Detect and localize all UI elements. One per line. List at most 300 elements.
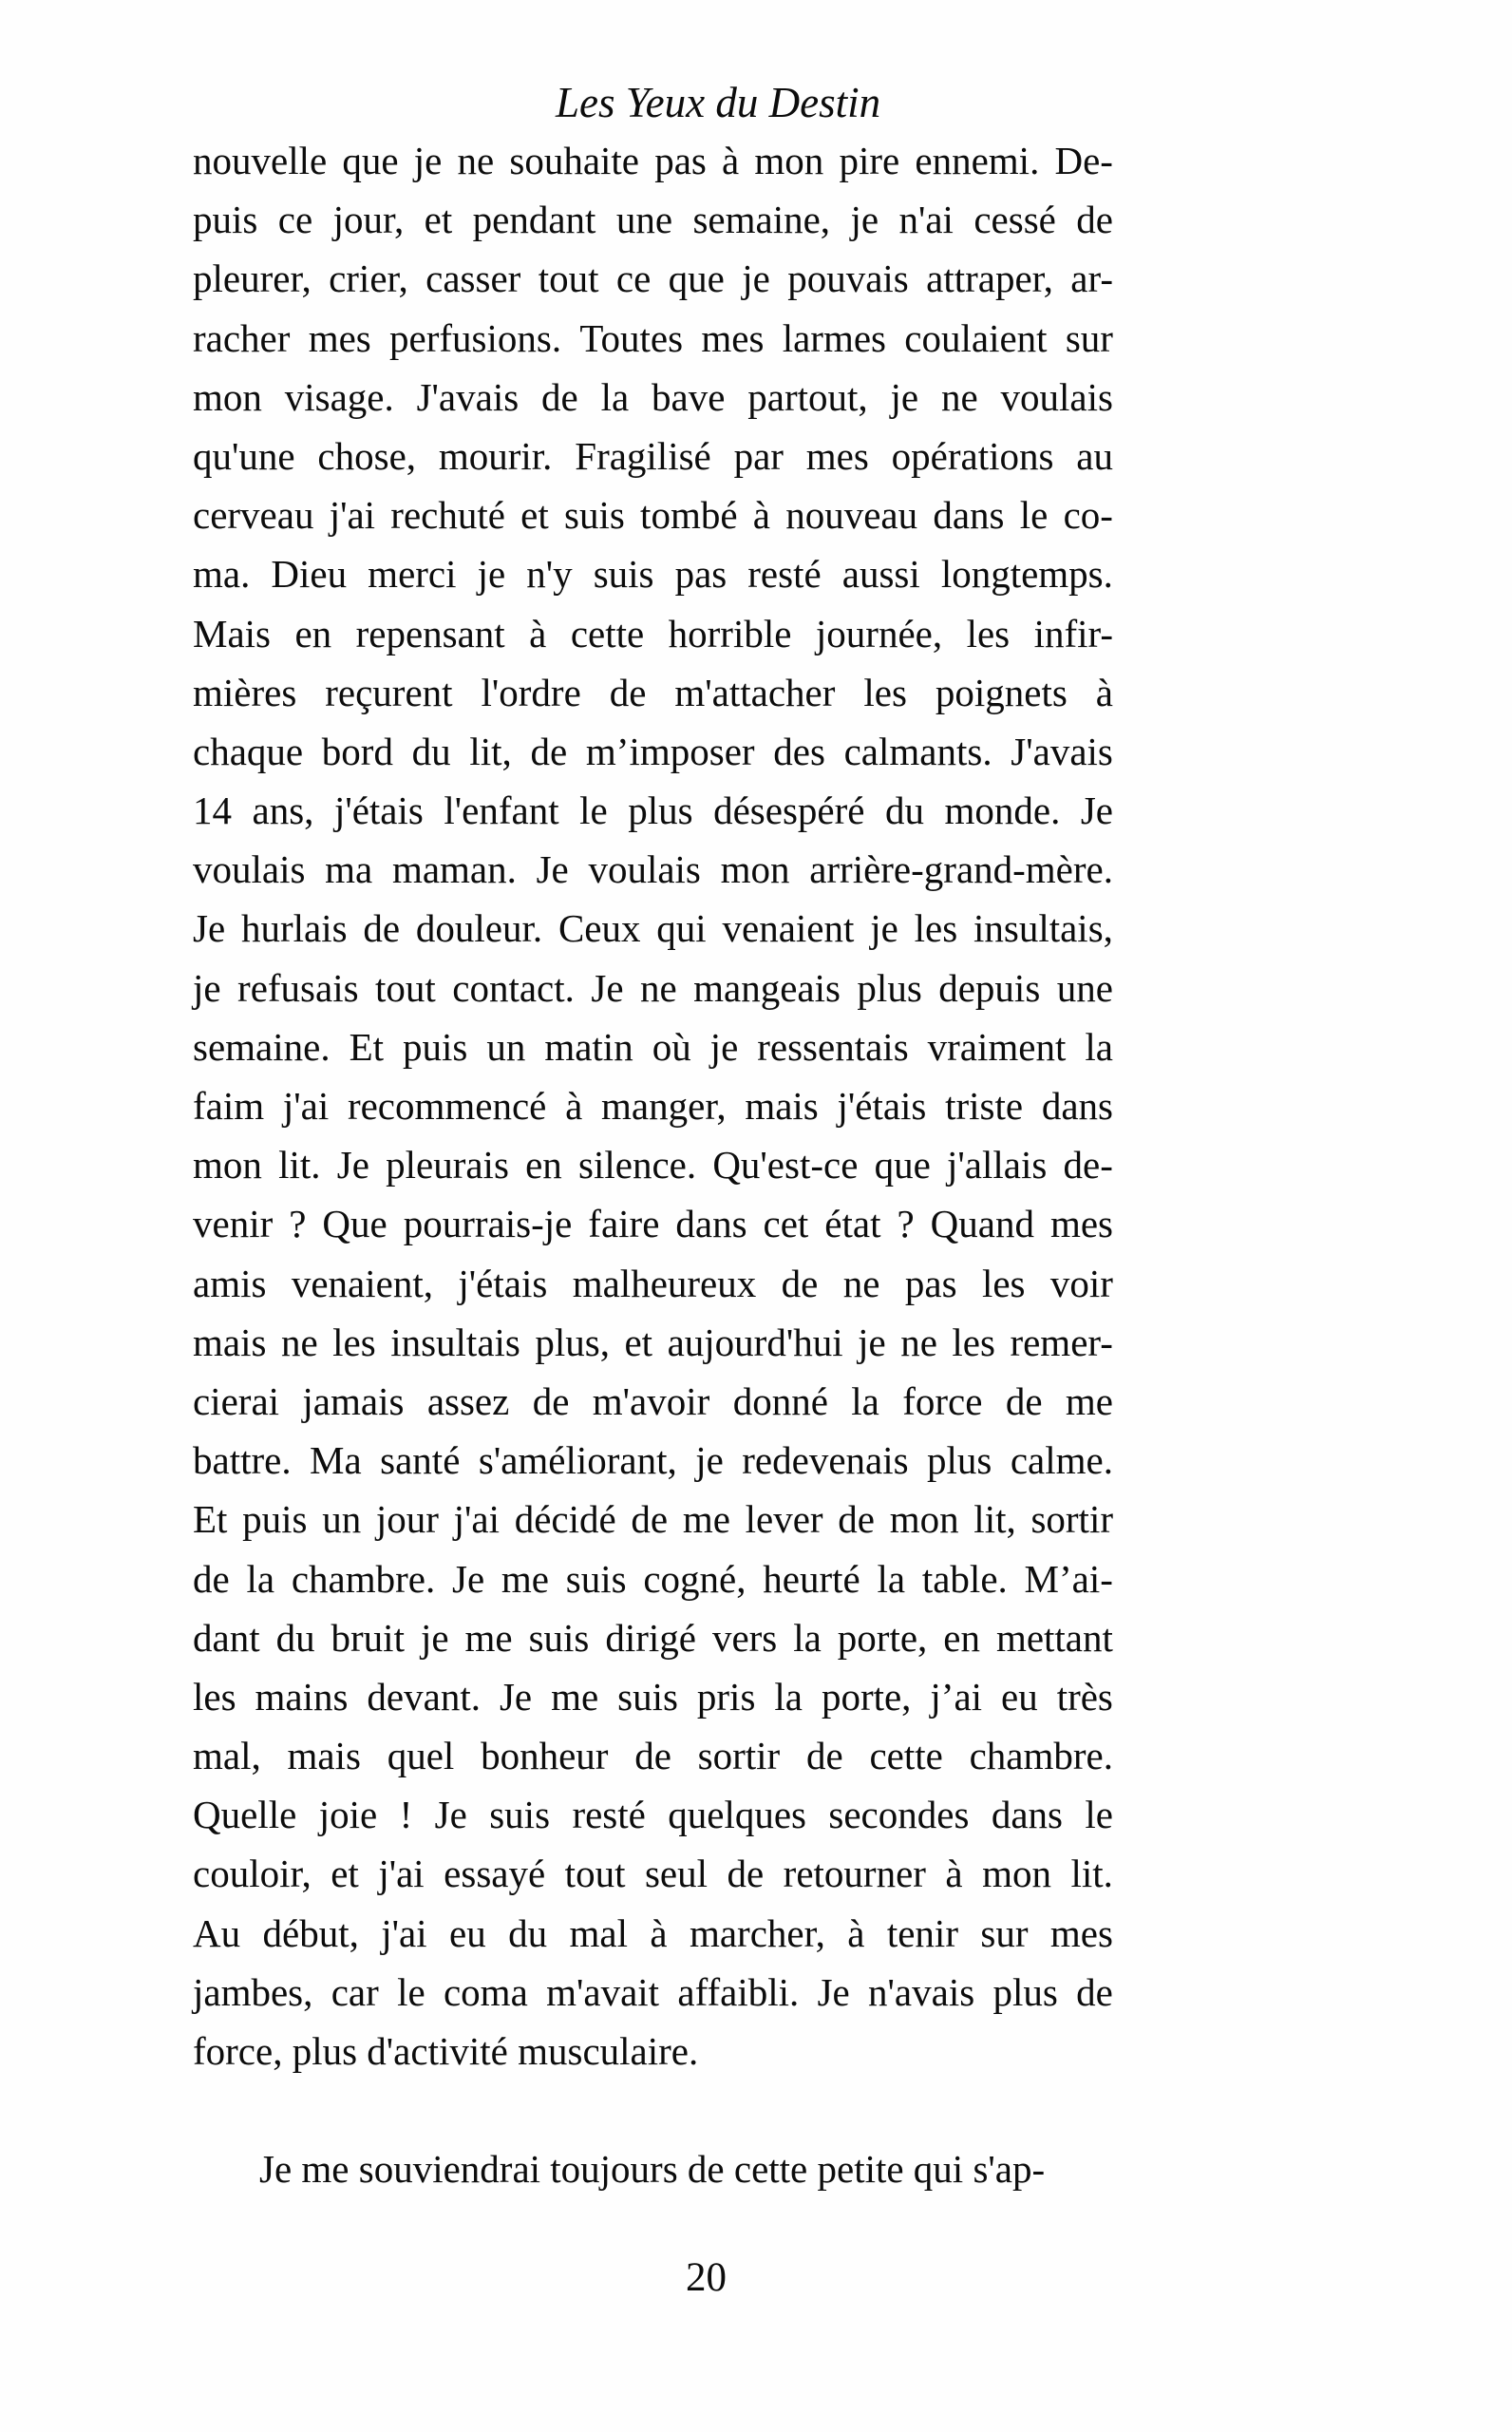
text-line: [193, 427, 1113, 485]
word: très: [1056, 1674, 1113, 1719]
word: pas: [674, 552, 728, 597]
word: longtemps.: [940, 552, 1113, 597]
word: J'avais: [1011, 729, 1113, 773]
word: sortir: [1030, 1497, 1113, 1542]
text-line: [193, 1017, 1113, 1076]
word: à: [722, 139, 740, 182]
word: m'avoir: [592, 1378, 710, 1423]
text-line: [193, 1490, 1113, 1548]
word: me: [682, 1497, 730, 1542]
word: sur: [980, 1910, 1029, 1955]
word: battre.: [193, 1438, 292, 1483]
word: un: [486, 1024, 526, 1069]
word: ne: [280, 1320, 318, 1364]
word: ennemi.: [915, 139, 1040, 182]
word: coma: [443, 1969, 528, 2014]
word: ce: [277, 198, 313, 242]
word: et: [331, 1852, 359, 1896]
word: de: [727, 1852, 765, 1896]
word: dans: [933, 493, 1005, 538]
word: je: [477, 552, 506, 597]
word: ne: [940, 374, 978, 419]
word: m'avait: [546, 1969, 660, 2014]
word: la: [1085, 1024, 1113, 1069]
word: joie: [318, 1793, 378, 1837]
word: puis: [242, 1497, 308, 1542]
word: pire: [839, 139, 900, 182]
word: à: [529, 611, 547, 656]
word: j'ai: [453, 1497, 501, 1542]
text-line: [193, 1726, 1113, 1785]
word: quelques: [668, 1793, 806, 1837]
word: ressentais: [757, 1024, 909, 1069]
word: désespéré: [713, 788, 865, 833]
word: me: [464, 1615, 513, 1660]
word: journée,: [815, 611, 943, 656]
word: les: [193, 1674, 236, 1719]
word: voulais: [588, 847, 701, 892]
word: venir: [193, 1202, 274, 1246]
paragraph: [193, 131, 1113, 2080]
word: Dieu: [271, 552, 348, 597]
word: mais: [287, 1734, 361, 1778]
word: malheureux: [572, 1261, 757, 1305]
text-line: force, plus d'activité musculaire.: [193, 2029, 699, 2073]
word: calmants.: [843, 729, 992, 773]
word: chose,: [317, 433, 417, 478]
word: dans: [675, 1202, 747, 1246]
word: mais: [745, 1084, 819, 1128]
word: de: [631, 1497, 669, 1542]
word: les: [981, 1261, 1026, 1305]
word: Ma: [310, 1438, 362, 1483]
word: mon: [193, 374, 262, 419]
word: état: [824, 1202, 881, 1246]
word: affaibli.: [677, 1969, 800, 2014]
word: pendant: [472, 198, 596, 242]
word: un: [322, 1497, 362, 1542]
word: pourrais-je: [403, 1202, 573, 1246]
word: la: [246, 1556, 275, 1601]
text-line: [193, 1076, 1113, 1135]
word: que: [668, 256, 725, 301]
word: secondes: [828, 1793, 970, 1837]
word: mes: [805, 433, 869, 478]
word: à: [1095, 670, 1113, 714]
word: Toutes: [579, 315, 684, 360]
text-line: [193, 1963, 1113, 2022]
word: Je: [536, 847, 569, 892]
word: Quand: [930, 1202, 1034, 1246]
page-number: 20: [686, 2255, 727, 2300]
word: plus: [992, 1969, 1058, 2014]
word: que: [874, 1143, 931, 1188]
text-line: [193, 1549, 1113, 1608]
word: de: [532, 1378, 570, 1423]
word: à: [565, 1084, 583, 1128]
text-line: [193, 1431, 1113, 1490]
word: voulais: [1000, 374, 1113, 419]
word: à: [752, 493, 770, 538]
word: jour,: [332, 198, 405, 242]
word: vraiment: [927, 1024, 1067, 1069]
text-line: [193, 309, 1113, 368]
word: ar-: [1070, 256, 1113, 301]
word: de: [193, 1556, 230, 1601]
word: j'ai: [329, 493, 376, 538]
text-line: [193, 722, 1113, 781]
word: Je: [336, 1143, 369, 1188]
word: M’ai-: [1024, 1556, 1113, 1601]
word: je: [695, 1438, 724, 1483]
word: pouvais: [787, 256, 909, 301]
word: chambre.: [969, 1734, 1113, 1778]
word: mes: [701, 315, 765, 360]
word: mais: [193, 1320, 267, 1364]
word: vers: [711, 1615, 778, 1660]
word: crier,: [329, 256, 408, 301]
word: tout: [538, 256, 599, 301]
word: à: [945, 1852, 963, 1896]
word: merci: [368, 552, 457, 597]
word: triste: [945, 1084, 1024, 1128]
text-line: [193, 1608, 1113, 1667]
word: tombé: [640, 493, 738, 538]
word: heurté: [763, 1556, 860, 1601]
word: l'enfant: [444, 788, 559, 833]
word: de: [1076, 198, 1113, 242]
word: hurlais: [240, 906, 348, 951]
word: puis: [193, 198, 258, 242]
word: la: [793, 1615, 822, 1660]
word: me: [551, 1674, 599, 1719]
word: larmes: [782, 315, 886, 360]
word: ne: [457, 139, 495, 182]
word: plus: [857, 965, 922, 1010]
text-block: [193, 131, 1113, 2198]
word: Je: [1080, 788, 1113, 833]
word: couloir,: [193, 1852, 312, 1896]
word: mon: [889, 1497, 959, 1542]
word: n'ai: [898, 198, 954, 242]
word: je: [742, 256, 770, 301]
word: de: [634, 1734, 671, 1778]
text-line: [193, 663, 1113, 722]
word: ne: [900, 1320, 937, 1364]
word: suis: [565, 1556, 627, 1601]
word: du: [884, 788, 924, 833]
word: Et: [193, 1497, 228, 1542]
word: nouveau: [785, 493, 918, 538]
word: et: [520, 493, 549, 538]
paragraph: [193, 2139, 1113, 2198]
word: mon: [193, 1143, 262, 1188]
word: maman.: [391, 847, 517, 892]
text-line: [193, 249, 1113, 308]
word: les: [914, 906, 958, 951]
word: une: [615, 198, 673, 242]
word: eu: [449, 1910, 486, 1955]
word: bruit: [331, 1615, 405, 1660]
text-line: [193, 604, 1113, 663]
word: Je: [817, 1969, 850, 2014]
word: jambes,: [193, 1969, 313, 2014]
word: le: [1019, 493, 1049, 538]
word: bave: [652, 374, 726, 419]
word: le: [1085, 1793, 1113, 1837]
word: pleurais: [386, 1143, 509, 1188]
text-line: [193, 899, 1113, 958]
word: du: [508, 1910, 548, 1955]
word: cette: [570, 611, 645, 656]
word: j'étais: [458, 1261, 548, 1305]
word: lit.: [1070, 1852, 1113, 1896]
word: rechuté: [390, 493, 505, 538]
word: de: [1005, 1378, 1043, 1423]
text-line: [193, 1135, 1113, 1194]
word: resté: [747, 552, 822, 597]
word: mes: [1049, 1910, 1113, 1955]
word: 14: [193, 788, 232, 833]
word: ma.: [193, 552, 251, 597]
word: mières: [193, 670, 297, 714]
word: Au: [193, 1910, 241, 1955]
word: je: [193, 965, 221, 1010]
word: Je: [434, 1793, 467, 1837]
word: décidé: [514, 1497, 616, 1542]
word: assez: [426, 1378, 510, 1423]
word: par: [733, 433, 784, 478]
word: arrière-grand-mère.: [809, 847, 1113, 892]
text-line: [193, 1785, 1113, 1844]
word: ma: [325, 847, 373, 892]
word: de: [609, 670, 647, 714]
text-line: [193, 131, 1113, 190]
word: semaine,: [692, 198, 831, 242]
word: l'ordre: [481, 670, 581, 714]
word: sur: [1065, 315, 1113, 360]
word: Et: [349, 1024, 385, 1069]
word: manger,: [601, 1084, 727, 1128]
word: mon: [754, 139, 824, 182]
word: la: [877, 1556, 906, 1601]
word: De-: [1054, 139, 1113, 182]
word: donné: [732, 1378, 828, 1423]
word: j'ai: [282, 1084, 330, 1128]
word: les: [863, 670, 907, 714]
word: Je: [591, 965, 624, 1010]
word: venaient,: [291, 1261, 433, 1305]
word: resté: [572, 1793, 646, 1837]
text-line: [193, 368, 1113, 427]
word: Je: [451, 1556, 485, 1601]
word: casser: [425, 256, 521, 301]
text-line: [193, 1844, 1113, 1903]
text-line: [193, 840, 1113, 899]
word: à: [650, 1910, 668, 1955]
word: refusais: [237, 965, 359, 1010]
word: du: [275, 1615, 315, 1660]
word: dans: [991, 1793, 1063, 1837]
word: m’imposer: [585, 729, 755, 773]
word: visage.: [284, 374, 394, 419]
word: puis: [403, 1024, 468, 1069]
word: je: [870, 906, 898, 951]
text-line: [193, 1904, 1113, 1963]
word: dans: [1041, 1084, 1113, 1128]
word: j'ai: [378, 1852, 425, 1896]
word: venaient: [722, 906, 855, 951]
word: suis: [489, 1793, 551, 1837]
word: chambre.: [291, 1556, 436, 1601]
word: essayé: [444, 1852, 546, 1896]
word: dant: [193, 1615, 260, 1660]
text-line: [193, 1667, 1113, 1726]
word: Que: [322, 1202, 387, 1246]
word: me: [501, 1556, 549, 1601]
word: car: [331, 1969, 379, 2014]
word: quel: [387, 1734, 455, 1778]
word: co-: [1063, 493, 1113, 538]
word: calme.: [1010, 1438, 1113, 1483]
word: je: [420, 1615, 449, 1660]
word: plus,: [535, 1320, 610, 1364]
word: amis: [193, 1261, 267, 1305]
word: en: [525, 1143, 562, 1188]
word: cet: [763, 1202, 809, 1246]
word: insultais,: [973, 906, 1113, 951]
word: j’ai: [930, 1674, 983, 1719]
word: ?: [289, 1202, 307, 1246]
word: suis: [564, 493, 625, 538]
word: contact.: [452, 965, 575, 1010]
word: plus: [927, 1438, 992, 1483]
word: Je: [499, 1674, 533, 1719]
word: Qu'est-ce: [712, 1143, 859, 1188]
word: je: [890, 374, 919, 419]
word: de: [805, 1734, 843, 1778]
word: jamais: [302, 1378, 405, 1423]
word: repensant: [355, 611, 505, 656]
word: mal: [569, 1910, 628, 1955]
word: et: [424, 198, 453, 242]
word: lit,: [469, 729, 512, 773]
word: voulais: [193, 847, 306, 892]
word: aujourd'hui: [667, 1320, 843, 1364]
word: suis: [593, 552, 654, 597]
word: mourir.: [438, 433, 553, 478]
word: le: [579, 788, 608, 833]
word: infir-: [1033, 611, 1113, 656]
word: attraper,: [926, 256, 1053, 301]
word: jour: [375, 1497, 439, 1542]
word: de: [363, 906, 401, 951]
word: me: [1065, 1378, 1113, 1423]
word: les: [332, 1320, 376, 1364]
word: au: [1076, 433, 1113, 478]
word: seul: [644, 1852, 708, 1896]
word: lever: [745, 1497, 823, 1542]
word: ce: [615, 256, 652, 301]
word: souhaite: [509, 139, 640, 182]
word: en: [294, 611, 332, 656]
word: de: [838, 1497, 875, 1542]
word: des: [773, 729, 825, 773]
word: les: [952, 1320, 995, 1364]
word: porte,: [821, 1674, 912, 1719]
word: de: [1076, 1969, 1113, 2014]
word: début,: [262, 1910, 359, 1955]
word: sortir: [697, 1734, 781, 1778]
word: à: [847, 1910, 865, 1955]
word: de-: [1063, 1143, 1113, 1188]
text-line: Je me souviendrai toujours de cette petite qui s'ap-: [259, 2147, 1046, 2192]
word: table.: [921, 1556, 1008, 1601]
word: cette: [869, 1734, 943, 1778]
word: que: [342, 139, 399, 182]
word: j'étais: [837, 1084, 927, 1128]
word: de: [530, 729, 568, 773]
word: cogné,: [643, 1556, 747, 1601]
word: !: [399, 1793, 413, 1837]
word: coulaient: [904, 315, 1048, 360]
word: cerveau: [193, 493, 314, 538]
word: mains: [255, 1674, 349, 1719]
word: mes: [308, 315, 371, 360]
word: tenir: [886, 1910, 958, 1955]
word: faire: [588, 1202, 660, 1246]
word: racher: [193, 315, 291, 360]
word: une: [1056, 965, 1113, 1010]
word: cierai: [193, 1378, 280, 1423]
text-line: [193, 1313, 1113, 1372]
word: lit,: [973, 1497, 1016, 1542]
word: pris: [696, 1674, 756, 1719]
word: mal,: [193, 1734, 261, 1778]
word: ne: [842, 1261, 880, 1305]
word: ne: [639, 965, 677, 1010]
word: de: [541, 374, 578, 419]
word: eu: [1001, 1674, 1038, 1719]
word: J'avais: [416, 374, 520, 419]
word: voir: [1049, 1261, 1113, 1305]
word: partout,: [747, 374, 868, 419]
word: redevenais: [742, 1438, 909, 1483]
word: Fragilisé: [575, 433, 711, 478]
text-line: [193, 959, 1113, 1017]
word: matin: [544, 1024, 633, 1069]
word: pleurer,: [193, 256, 312, 301]
word: n'y: [526, 552, 573, 597]
text-line: [193, 190, 1113, 249]
word: aussi: [841, 552, 920, 597]
word: qu'une: [193, 433, 295, 478]
word: retourner: [783, 1852, 926, 1896]
word: monde.: [944, 788, 1061, 833]
word: mettant: [995, 1615, 1113, 1660]
word: les: [966, 611, 1011, 656]
word: je: [413, 139, 443, 182]
word: mon: [720, 847, 790, 892]
text-line: [193, 781, 1113, 840]
word: j'ai: [381, 1910, 427, 1955]
word: pas: [654, 139, 707, 182]
word: et: [624, 1320, 653, 1364]
word: poignets: [935, 670, 1068, 714]
word: suis: [617, 1674, 678, 1719]
word: ans,: [252, 788, 314, 833]
word: suis: [528, 1615, 590, 1660]
